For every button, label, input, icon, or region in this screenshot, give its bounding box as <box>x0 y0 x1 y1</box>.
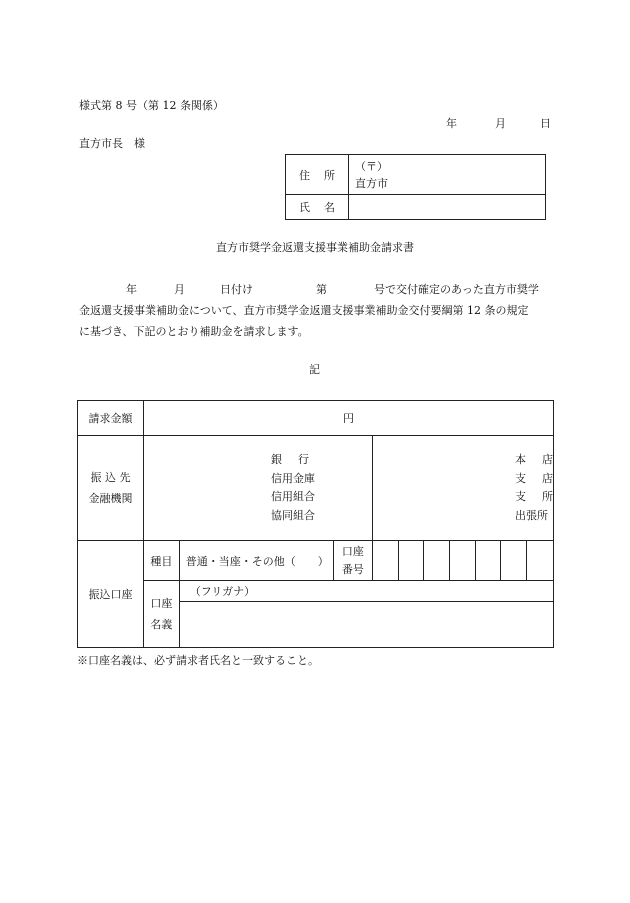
name-label-cell <box>286 195 349 220</box>
request-table <box>77 400 554 648</box>
account-digit-7[interactable] <box>527 541 554 581</box>
amount-value-cell[interactable] <box>144 401 554 436</box>
account-digit-5[interactable] <box>475 541 501 581</box>
institution-bank <box>271 454 309 466</box>
branch-shiten-char1: 支 <box>514 471 526 485</box>
number-label-line1: 口座 <box>341 544 364 558</box>
institution-kyodo: 協同組合 <box>271 508 315 522</box>
holder-label-line1: 口座 <box>150 597 173 610</box>
institution-bank-char2: 行 <box>298 453 309 466</box>
account-label-cell <box>78 541 144 648</box>
body-line3: に基づき、下記のとおり補助金を請求します。 <box>79 325 309 338</box>
bank-label-cell <box>78 436 144 541</box>
address-label-char1: 住 <box>299 168 310 182</box>
body-line2: 金返還支援事業補助金について、直方市奨学金返還支援事業補助金交付要綱第 12 条の規定 <box>79 304 529 317</box>
date-year: 年 <box>446 117 457 130</box>
body-dai: 第 <box>316 283 327 296</box>
document-title: 直方市奨学金返還支援事業補助金請求書 <box>216 241 414 254</box>
account-digit-6[interactable] <box>501 541 527 581</box>
name-label-char2: 名 <box>324 201 335 214</box>
number-label-cell <box>333 541 372 581</box>
institution-bank-char1: 銀 <box>271 453 282 466</box>
furigana-label: （フリガナ） <box>189 585 256 598</box>
type-options: 普通・当座・その他（ ） <box>185 554 329 568</box>
furigana-cell[interactable] <box>179 581 553 602</box>
branch-shiten-char2: 店 <box>541 471 553 485</box>
postal-mark: （〒） <box>355 159 388 173</box>
body-day-of: 日付け <box>220 283 253 296</box>
body-line1-rest: 号で交付確定のあった直方市奨学 <box>374 283 539 296</box>
bank-label-line2: 金融機関 <box>88 492 133 505</box>
amount-unit: 円 <box>343 412 354 425</box>
addressee: 直方市長 様 <box>79 137 145 150</box>
address-value-cell[interactable] <box>349 155 546 195</box>
institution-shinkumi: 信用組合 <box>271 490 315 504</box>
branch-shiten <box>515 473 553 485</box>
applicant-table <box>285 154 546 220</box>
branch-shisho <box>515 491 553 503</box>
account-digit-4[interactable] <box>450 541 476 581</box>
ki-mark: 記 <box>309 363 320 376</box>
account-note: ※口座名義は、必ず請求者氏名と一致すること。 <box>77 654 319 667</box>
name-value-cell[interactable] <box>349 195 546 220</box>
address-label-cell <box>286 155 349 195</box>
amount-label: 請求金額 <box>88 412 133 425</box>
institution-shinkin: 信用金庫 <box>271 471 315 485</box>
branch-main-char1: 本 <box>514 453 526 466</box>
type-label: 種目 <box>150 554 173 568</box>
number-label-line2: 番号 <box>341 562 364 576</box>
type-label-cell <box>144 541 180 581</box>
holder-label-line2: 名義 <box>150 618 173 631</box>
account-digit-2[interactable] <box>398 541 424 581</box>
account-digit-1[interactable] <box>372 541 398 581</box>
holder-label-cell <box>144 581 180 648</box>
branch-shuchojo: 出張所 <box>514 508 548 522</box>
branch-main <box>515 454 553 466</box>
bank-name-cell[interactable] <box>144 436 373 541</box>
account-label: 振込口座 <box>88 588 133 601</box>
type-options-cell[interactable] <box>179 541 333 581</box>
bank-label-line1: 振 込 先 <box>90 471 131 484</box>
address-city: 直方市 <box>355 176 388 190</box>
form-number: 様式第 8 号（第 12 条関係） <box>79 99 224 112</box>
body-year: 年 <box>126 283 137 296</box>
address-label-char2: 所 <box>324 168 335 182</box>
branch-shisho-char1: 支 <box>514 490 526 504</box>
date-day: 日 <box>540 117 551 130</box>
branch-main-char2: 店 <box>541 453 553 466</box>
holder-name-cell[interactable] <box>179 602 553 648</box>
branch-shisho-char2: 所 <box>541 490 553 504</box>
body-month: 月 <box>174 283 185 296</box>
name-label-char1: 氏 <box>299 201 310 214</box>
branch-name-cell[interactable] <box>372 436 553 541</box>
account-digit-3[interactable] <box>424 541 450 581</box>
amount-label-cell <box>78 401 144 436</box>
date-month: 月 <box>495 117 506 130</box>
